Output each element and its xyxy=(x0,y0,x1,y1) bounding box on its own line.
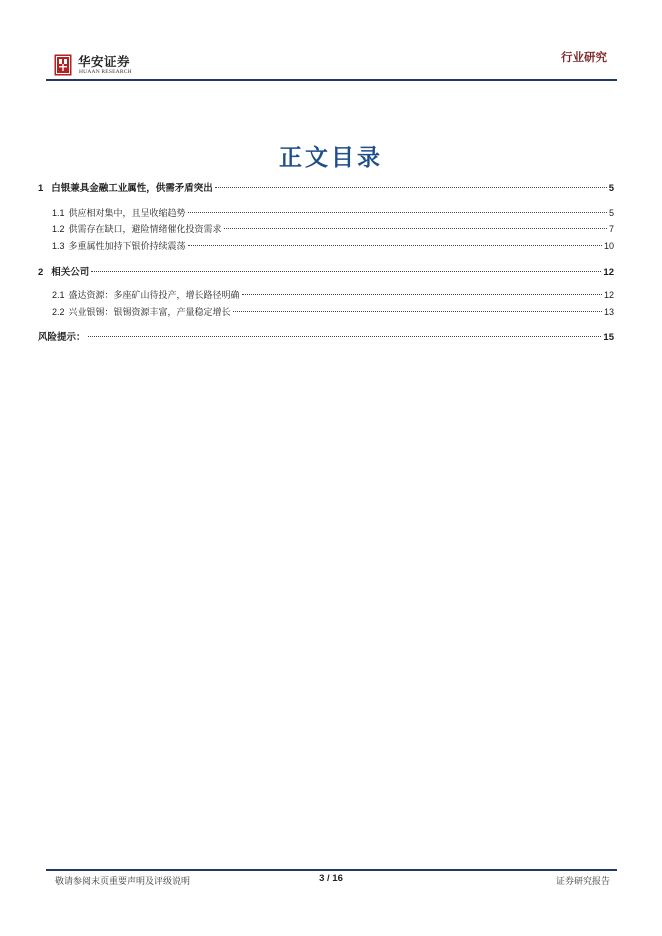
toc-entry-page: 5 xyxy=(608,208,614,218)
toc-entry-number: 2.2 xyxy=(52,307,65,317)
toc-entry-risk[interactable] xyxy=(38,329,614,343)
toc-entry-page: 13 xyxy=(603,307,614,317)
toc-entry-number: 1 xyxy=(38,183,44,194)
toc-entry-text: 相关公司 xyxy=(51,267,90,278)
footer-divider xyxy=(46,869,617,871)
toc-entry-text: 供需存在缺口，避险情绪催化投资需求 xyxy=(68,225,222,235)
toc-leader-dots xyxy=(215,187,607,188)
header-divider xyxy=(46,79,617,81)
toc-entry-text: 多重属性加持下银价持续震荡 xyxy=(68,242,186,252)
toc-entry-text: 兴业银锡：银锡资源丰富，产量稳定增长 xyxy=(68,308,231,318)
toc-leader-dots xyxy=(233,311,602,312)
toc-entry-2-1[interactable] xyxy=(52,288,614,301)
toc-entry-text: 盛达资源：多座矿山待投产，增长路径明确 xyxy=(68,291,240,301)
toc-leader-dots xyxy=(188,212,607,213)
toc-entry-2-2[interactable] xyxy=(52,305,614,318)
logo-chinese-text: 华安证券 xyxy=(78,54,131,69)
toc-entry-page: 15 xyxy=(603,332,614,343)
toc-entry-page: 12 xyxy=(603,267,614,278)
toc-entry-text: 供应相对集中，且呈收缩趋势 xyxy=(68,209,186,219)
toc-entry-number: 2 xyxy=(38,267,44,278)
toc-entry-page: 10 xyxy=(603,241,614,251)
toc-leader-dots xyxy=(88,336,602,337)
toc-entry-number: 1.1 xyxy=(52,208,65,218)
huaan-logo xyxy=(54,52,138,78)
toc-entry-1-2[interactable] xyxy=(52,222,614,235)
page-number: 3 / 16 xyxy=(319,873,343,884)
toc-entry-number: 2.1 xyxy=(52,290,65,300)
toc-entry-text: 白银兼具金融工业属性，供需矛盾突出 xyxy=(51,183,213,194)
toc-entry-page: 12 xyxy=(603,290,614,300)
toc-entry-page: 7 xyxy=(608,224,614,234)
toc-leader-dots xyxy=(188,245,602,246)
toc-entry-1-3[interactable] xyxy=(52,239,614,252)
toc-entry-number: 1.3 xyxy=(52,241,65,251)
report-type-label: 行业研究 xyxy=(561,50,607,64)
toc-entry-number: 1.2 xyxy=(52,224,65,234)
toc-leader-dots xyxy=(91,271,601,272)
toc-entry-1[interactable] xyxy=(38,180,614,194)
toc-leader-dots xyxy=(224,228,607,229)
page-header xyxy=(0,0,662,84)
footer-disclaimer: 敬请参阅末页重要声明及评级说明 xyxy=(55,877,191,887)
toc-entry-1-1[interactable] xyxy=(52,206,614,219)
toc-leader-dots xyxy=(242,294,602,295)
toc-title: 正文目录 xyxy=(279,144,383,171)
toc-entry-2[interactable] xyxy=(38,264,614,278)
seal-icon xyxy=(54,54,72,76)
toc-entry-text: 风险提示： xyxy=(38,332,86,343)
footer-doc-type: 证券研究报告 xyxy=(555,877,610,887)
logo-english-text: HUAAN RESEARCH xyxy=(79,69,132,75)
toc-entry-page: 5 xyxy=(608,183,614,194)
